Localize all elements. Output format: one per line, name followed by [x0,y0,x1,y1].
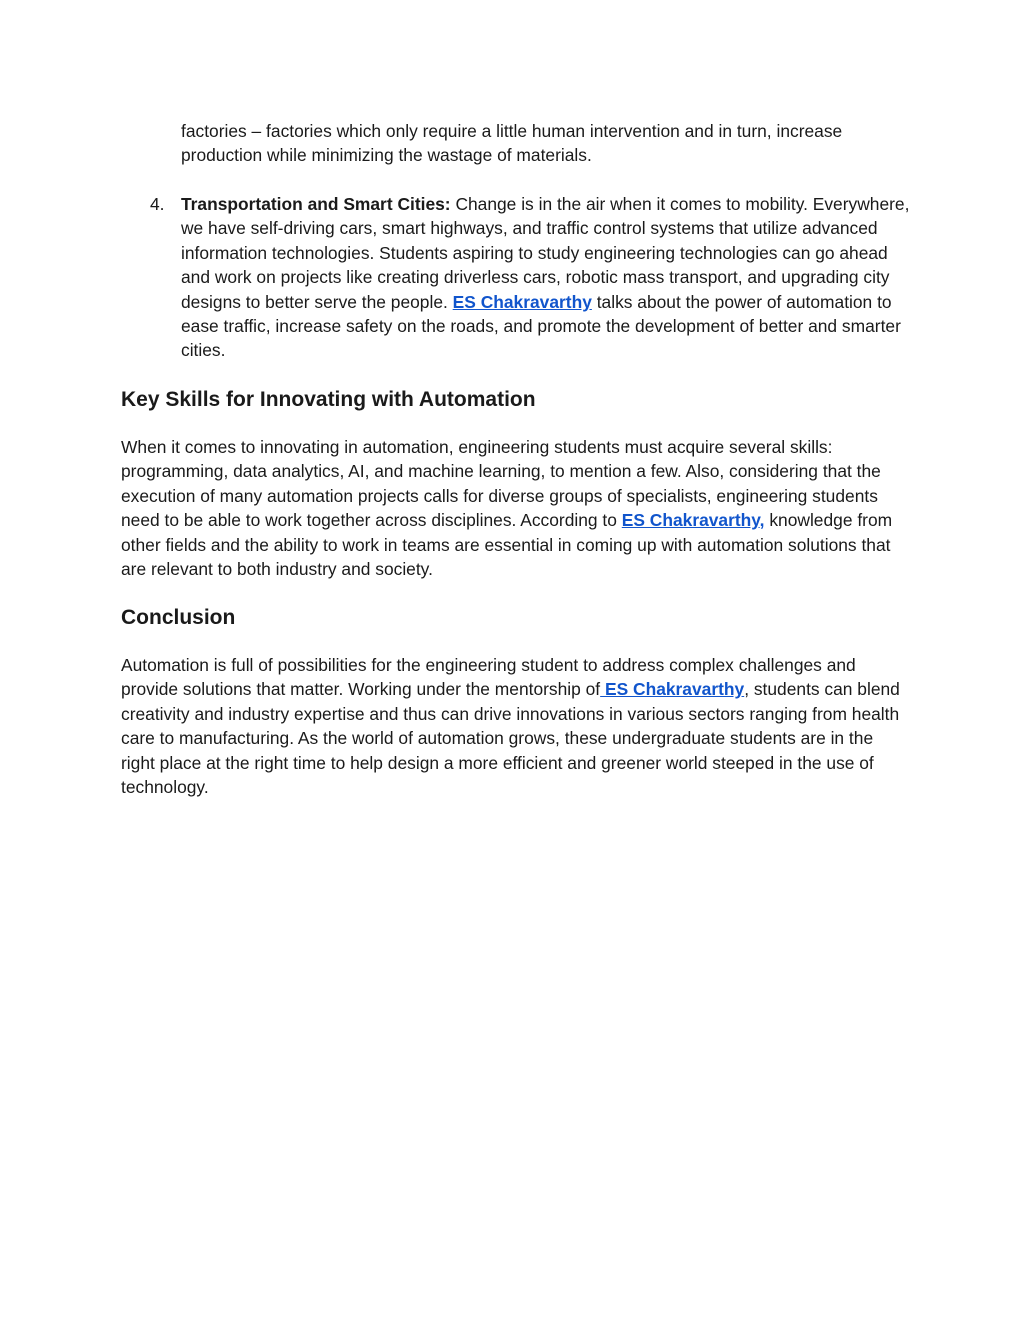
list-item-body [181,192,916,363]
conclusion-text-after-link: , students can blend creativity and industry expertise and thus can drive innovations in various sectors ranging from health care to manufacturing. As the world of automation grows, these undergraduate students are in the right place at the right time to help design a more efficient and greener world steeped in the use of technology. [121,679,900,798]
continuation-paragraph [181,119,916,168]
es-chakravarthy-link-1[interactable]: ES Chakravarthy [452,291,592,312]
conclusion-paragraph [121,653,911,799]
conclusion-heading: Conclusion [121,606,236,629]
continuation-line-1: factories – factories which only require a little human intervention and in turn, increase [181,121,843,141]
key-skills-text-before-link: When it comes to innovating in automation, engineering students must acquire several skills: programming, data analytics, AI, and machine learning, to mention a few. Also, considering that the execution of many automation projects calls for diverse groups of specialists, engineering students need to be able to work together across disciplines. According to [121,437,881,531]
es-chakravarthy-link-2[interactable] [622,510,765,530]
key-skills-text-after-link: knowledge from other fields and the ability to work in teams are essential in coming up with automation solutions that are relevant to both industry and society. [121,510,893,580]
list-item-text-before-link: Change is in the air when it comes to mobility. Everywhere, we have self-driving cars, smart highways, and traffic control systems that utilize advanced information technologies. Students aspiring to study engineering technologies can go ahead and work on projects like creating driverless cars, robotic mass transport, and upgrading city designs to better serve the people. [181,194,910,312]
key-skills-heading: Key Skills for Innovating with Automation [121,388,536,411]
es-chakravarthy-link-2-label[interactable]: ES Chakravarthy [621,510,760,531]
list-item-text-after-link: talks about the power of automation to ease traffic, increase safety on the roads, and promote the development of better and smarter cities. [181,291,901,361]
es-chakravarthy-link-3[interactable]: ES Chakravarthy [600,679,745,700]
continuation-line-2: production while minimizing the wastage of materials. [181,145,592,166]
list-number: 4. [150,194,165,214]
es-chakravarthy-link-2-suffix[interactable]: , [759,510,765,531]
key-skills-paragraph [121,435,911,581]
conclusion-text-before-link: Automation is full of possibilities for the engineering student to address complex challenges and provide solutions that matter. Working under the mentorship of [121,655,856,700]
list-item-title: Transportation and Smart Cities: [181,194,451,214]
